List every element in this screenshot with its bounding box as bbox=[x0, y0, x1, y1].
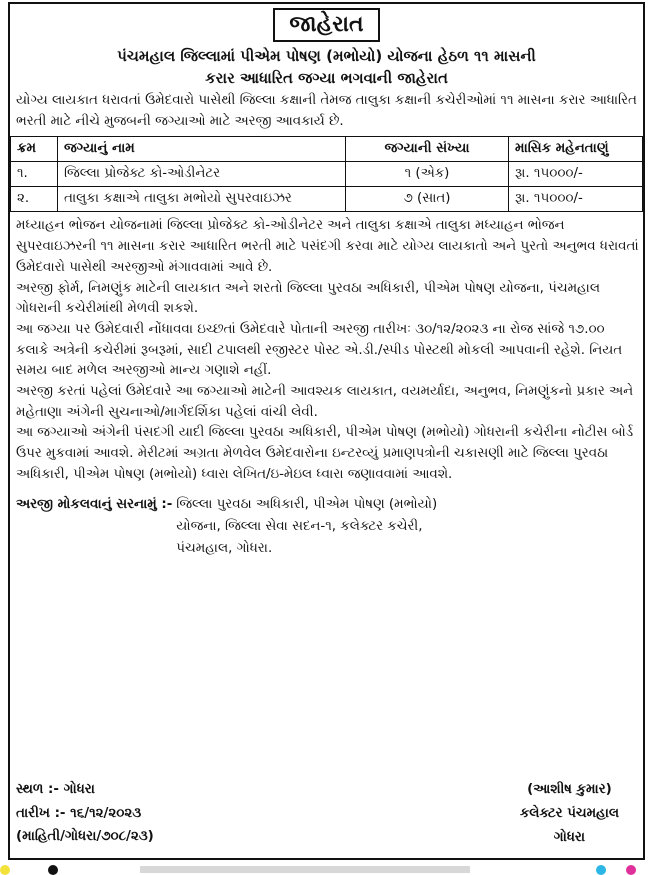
posts-table bbox=[10, 136, 643, 212]
place: સ્થળ :- ગોધરા bbox=[16, 782, 95, 797]
print-gray-bar bbox=[140, 866, 470, 873]
headline bbox=[16, 45, 637, 89]
date: તારીખ :- ૧૬/૧૨/૨૦૨૩ bbox=[16, 806, 142, 821]
row-serial: ૨. bbox=[11, 187, 58, 212]
paragraph-deadline: આ જગ્યા પર ઉમેદવારી નોંધાવવા ઇચ્છતાં ઉમેદવારે પોતાની અરજી તારીખઃ ૩૦/૧૨/૨૦૨૩ ના રોજ સાંજે ૧૭.૦૦ કલાકે અત્રેની કચેરીમાં રૂબરૂમાં, સાદી ટપાલથી રજીસ્ટર પોસ્ટ એ.ડી./સ્પીડ પોસ્ટથી મોકલી આપવાની રહેશે. નિયત સમય બાદ મળેલ અરજીઓ માન્ય ગણાશે નહીં. bbox=[16, 321, 623, 379]
row-monthly-pay: રૂા. ૧૫૦૦૦/- bbox=[509, 187, 643, 212]
paragraph-purpose: મધ્યાહન ભોજન યોજનામાં જિલ્લા પ્રોજેક્ટ કો-ઓડીનેટર અને તાલુકા કક્ષાએ તાલુકા મધ્યાહન ભોજન સુપરવાઇઝરની ૧૧ માસના કરાર આધારિત ભરતી માટે પસંદગી કરવા માટે યોગ્ય લાયકાતો અને પુરતો અનુભવ ધરાવતાં ઉમેદવારો પાસેથી અરજીઓ મંગાવવામાં આવે છે. bbox=[16, 218, 639, 275]
address-line-2: યોજના, જિલ્લા સેવા સદન-૧, કલેક્ટર કચેરી, bbox=[176, 518, 423, 534]
row-post-name: તાલુકા કક્ષાએ તાલુકા મભોયો સુપરવાઇઝર bbox=[58, 187, 346, 212]
signature-block bbox=[520, 778, 619, 850]
header-post-count: જગ્યાની સંખ્યા bbox=[346, 137, 509, 162]
signatory-title: કલેક્ટર પંચમહાલ bbox=[519, 806, 619, 821]
table-row bbox=[11, 162, 643, 187]
row-post-name: જિલ્લા પ્રોજેક્ટ કો-ઓડીનેટર bbox=[58, 162, 346, 187]
headline-line-1: પંચમહાલ જિલ્લામાં પીએમ પોષણ (મભોયો) યોજના હેઠળ ૧૧ માસની bbox=[117, 47, 536, 65]
header-serial: ક્રમ bbox=[11, 137, 58, 162]
row-post-count: ૭ (સાત) bbox=[346, 187, 509, 212]
application-address bbox=[16, 494, 637, 560]
registration-dot-magenta bbox=[626, 865, 636, 875]
registration-dot-cyan bbox=[596, 865, 606, 875]
registration-dot-yellow bbox=[0, 865, 10, 875]
notice-title: જાહેરાત bbox=[273, 8, 379, 42]
header-post-name: જગ્યાનું નામ bbox=[58, 137, 346, 162]
paragraph-eligibility: અરજી કરતાં પહેલાં ઉમેદવારે આ જગ્યાઓ માટેની આવશ્યક લાયકાત, વયમર્યાદા, અનુભવ, નિમણુંકનો પ્રકાર અને મહેતાણા અંગેની સુચનાઓ/માર્ગદર્શિકા પહેલાં વાંચી લેવી. bbox=[16, 384, 634, 420]
signatory-name: (આશીષ કુમાર) bbox=[527, 782, 612, 797]
reference-number: (માહિતી/ગોધરા/૭૦૮/૨૩) bbox=[16, 829, 154, 844]
paragraph-selection: આ જગ્યાઓ અંગેની પંસદગી યાદી જિલ્લા પુરવઠા અધિકારી, પીએમ પોષણ (મભોયો) ગોધરાની કચેરીના નોટીસ બોર્ડ ઉપર મુકવામાં આવશે. મેરીટમાં અગ્રતા મેળવેલ ઉમેદવારોના ઇન્ટરવ્યું પ્રમાણપત્રોની ચકાસણી માટે જિલ્લા પુરવઠા અધિકારી, પીએમ પોષણ (મભોયો) ધ્વારા લેખિત/ઇ-મેઇલ ધ્વારા જણાવવામાં આવશે. bbox=[16, 425, 634, 482]
row-serial: ૧. bbox=[11, 162, 58, 187]
advertisement-notice bbox=[8, 2, 645, 860]
address-line-1: જિલ્લા પુરવઠા અધિકારી, પીએમ પોષણ (મભોયો) bbox=[176, 496, 438, 512]
intro-paragraph: યોગ્ય લાયકાત ધરાવતાં ઉમેદવારો પાસેથી જિલ્લા કક્ષાની તેમજ તાલુકા કક્ષાની કચેરીઓમાં ૧૧ માસના કરાર આધારિત ભરતી માટે નીચે મુજબની જગ્યાઓ માટે અરજી આવકાર્ય છે. bbox=[16, 93, 637, 129]
footer-left bbox=[16, 778, 141, 826]
row-post-count: ૧ (એક) bbox=[346, 162, 509, 187]
signatory-place: ગોધરા bbox=[553, 830, 586, 845]
paragraph-form: અરજી ફોર્મ, નિમણુંક માટેની લાયકાત અને શરતો જિલ્લા પુરવઠા અધિકારી, પીએમ પોષણ યોજના, પંચમહાલ ગોધરાની કચેરીમાંથી મેળવી શકશે. bbox=[16, 280, 600, 317]
row-monthly-pay: રૂા. ૧૫૦૦૦/- bbox=[509, 162, 643, 187]
address-line-3: પંચમહાલ, ગોધરા. bbox=[176, 540, 273, 556]
address-label: અરજી મોકલવાનું સરનામું :- bbox=[16, 496, 173, 512]
registration-dot-black bbox=[48, 865, 58, 875]
table-header-row bbox=[11, 137, 643, 162]
headline-line-2: કરાર આધારિત જગ્યા ભગવાની જાહેરાત bbox=[205, 69, 448, 87]
header-monthly-pay: માસિક મહેનતાણું bbox=[509, 137, 643, 162]
body-text bbox=[10, 212, 643, 485]
table-row bbox=[11, 187, 643, 212]
